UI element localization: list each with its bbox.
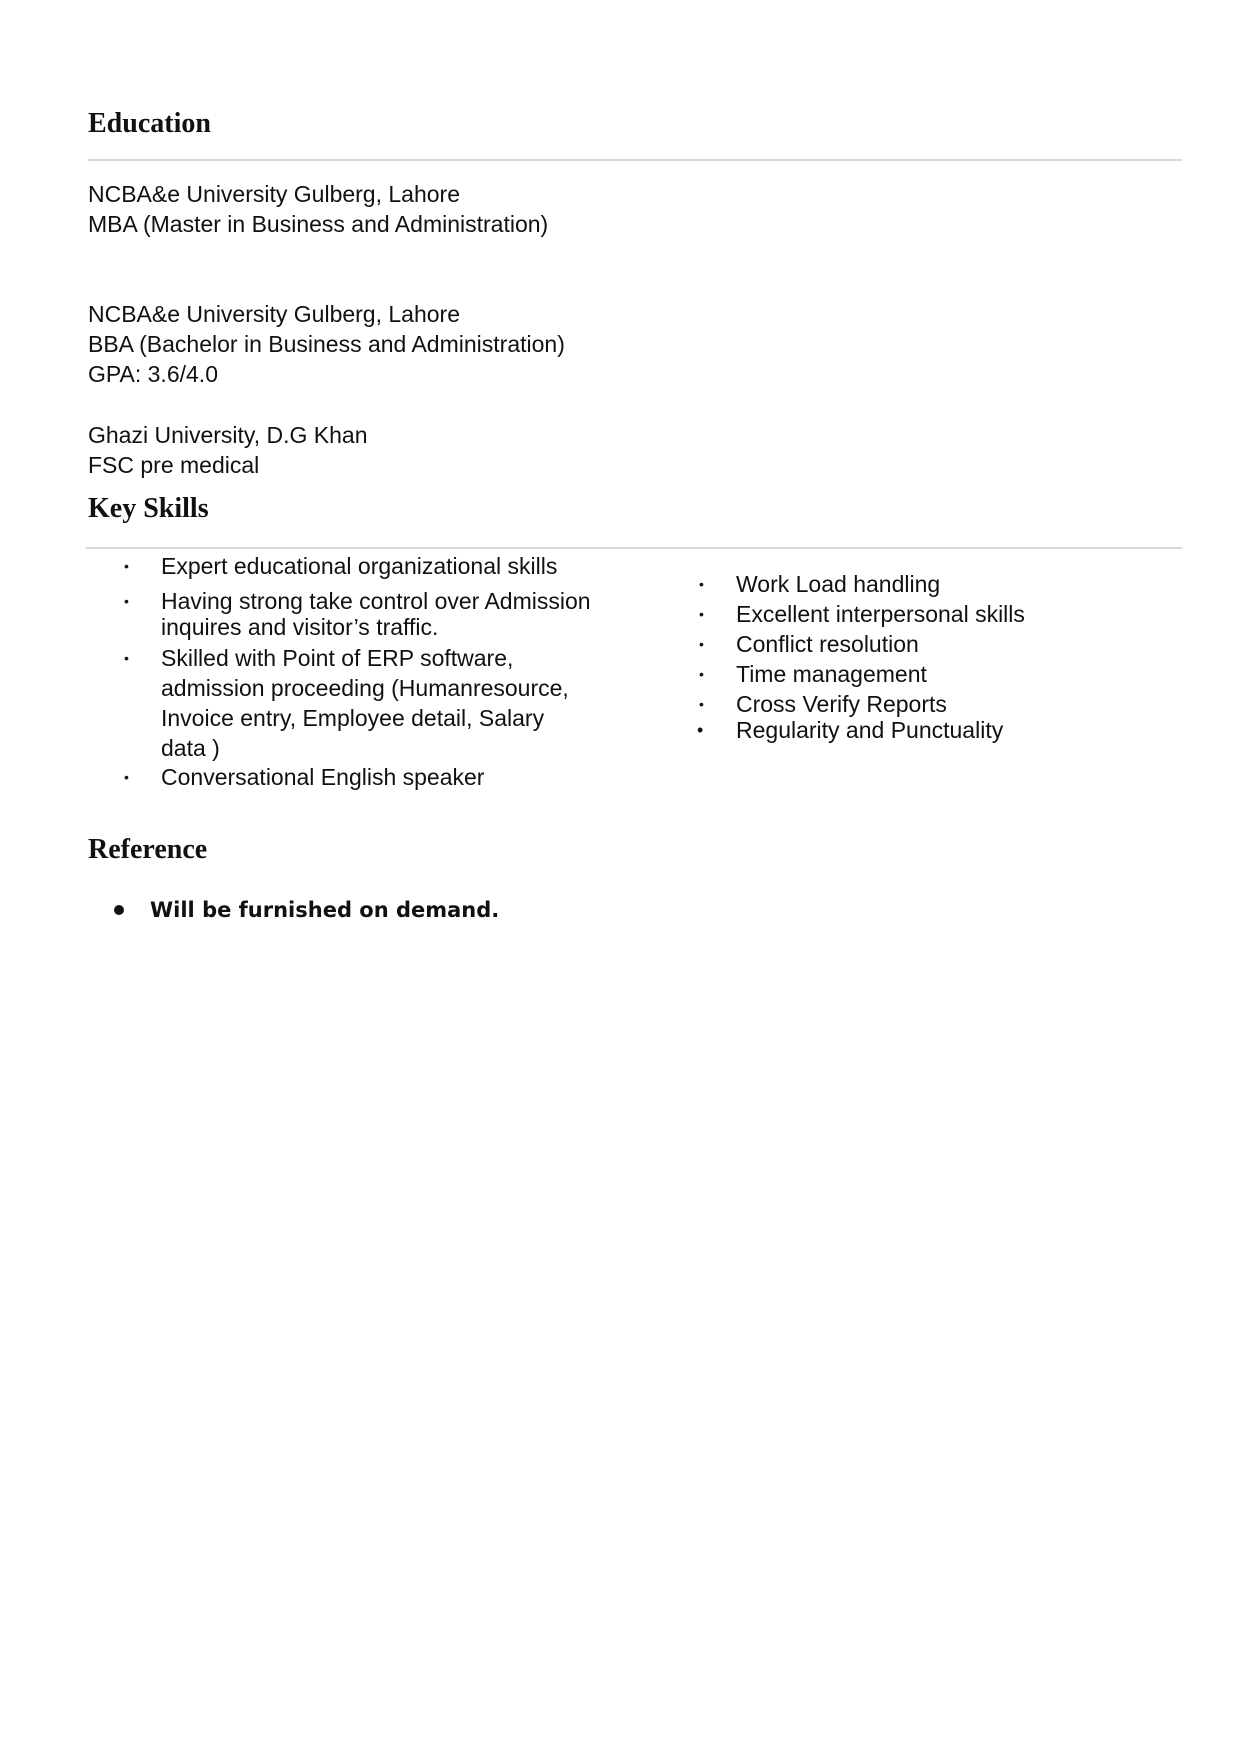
bullet-icon: •: [124, 593, 129, 609]
skill-item: Skilled with Point of ERP software,: [161, 645, 514, 671]
bullet-icon: •: [697, 720, 704, 740]
skill-item: Excellent interpersonal skills: [736, 601, 1025, 627]
skill-item-continued: Invoice entry, Employee detail, Salary: [161, 705, 545, 731]
education-institution: Ghazi University, D.G Khan: [88, 422, 368, 448]
bullet-icon: •: [699, 606, 704, 622]
bullet-icon: •: [699, 696, 704, 712]
bullet-icon: •: [124, 769, 129, 785]
education-institution: NCBA&e University Gulberg, Lahore: [88, 181, 460, 207]
key-skills-divider: [86, 547, 1182, 549]
skill-item: Conflict resolution: [736, 631, 919, 657]
bullet-icon: •: [124, 558, 129, 574]
bullet-icon: •: [124, 650, 129, 666]
skill-item-continued: data ): [161, 735, 220, 761]
skill-item: Expert educational organizational skills: [161, 553, 558, 579]
bullet-icon: •: [699, 636, 704, 652]
education-degree: MBA (Master in Business and Administration): [88, 211, 549, 237]
bullet-icon: •: [699, 576, 704, 592]
skill-item: Cross Verify Reports: [736, 691, 947, 717]
education-divider: [88, 159, 1182, 161]
bullet-icon: [114, 905, 124, 915]
skill-item: Work Load handling: [736, 571, 941, 597]
reference-heading: Reference: [88, 834, 208, 865]
skill-item: Having strong take control over Admission: [161, 588, 591, 614]
education-degree: BBA (Bachelor in Business and Administration): [88, 331, 565, 357]
education-gpa: GPA: 3.6/4.0: [88, 361, 218, 387]
skill-item: Regularity and Punctuality: [736, 717, 1004, 743]
skill-item: Time management: [736, 661, 927, 687]
skill-item-continued: admission proceeding (Humanresource,: [161, 675, 569, 701]
education-degree: FSC pre medical: [88, 452, 260, 478]
reference-item: Will be furnished on demand.: [150, 898, 500, 922]
education-institution: NCBA&e University Gulberg, Lahore: [88, 301, 460, 327]
skill-item: Conversational English speaker: [161, 764, 485, 790]
bullet-icon: •: [699, 666, 704, 682]
skill-item-continued: inquires and visitor’s traffic.: [161, 614, 439, 640]
key-skills-heading: Key Skills: [88, 493, 209, 524]
education-heading: Education: [88, 108, 211, 139]
